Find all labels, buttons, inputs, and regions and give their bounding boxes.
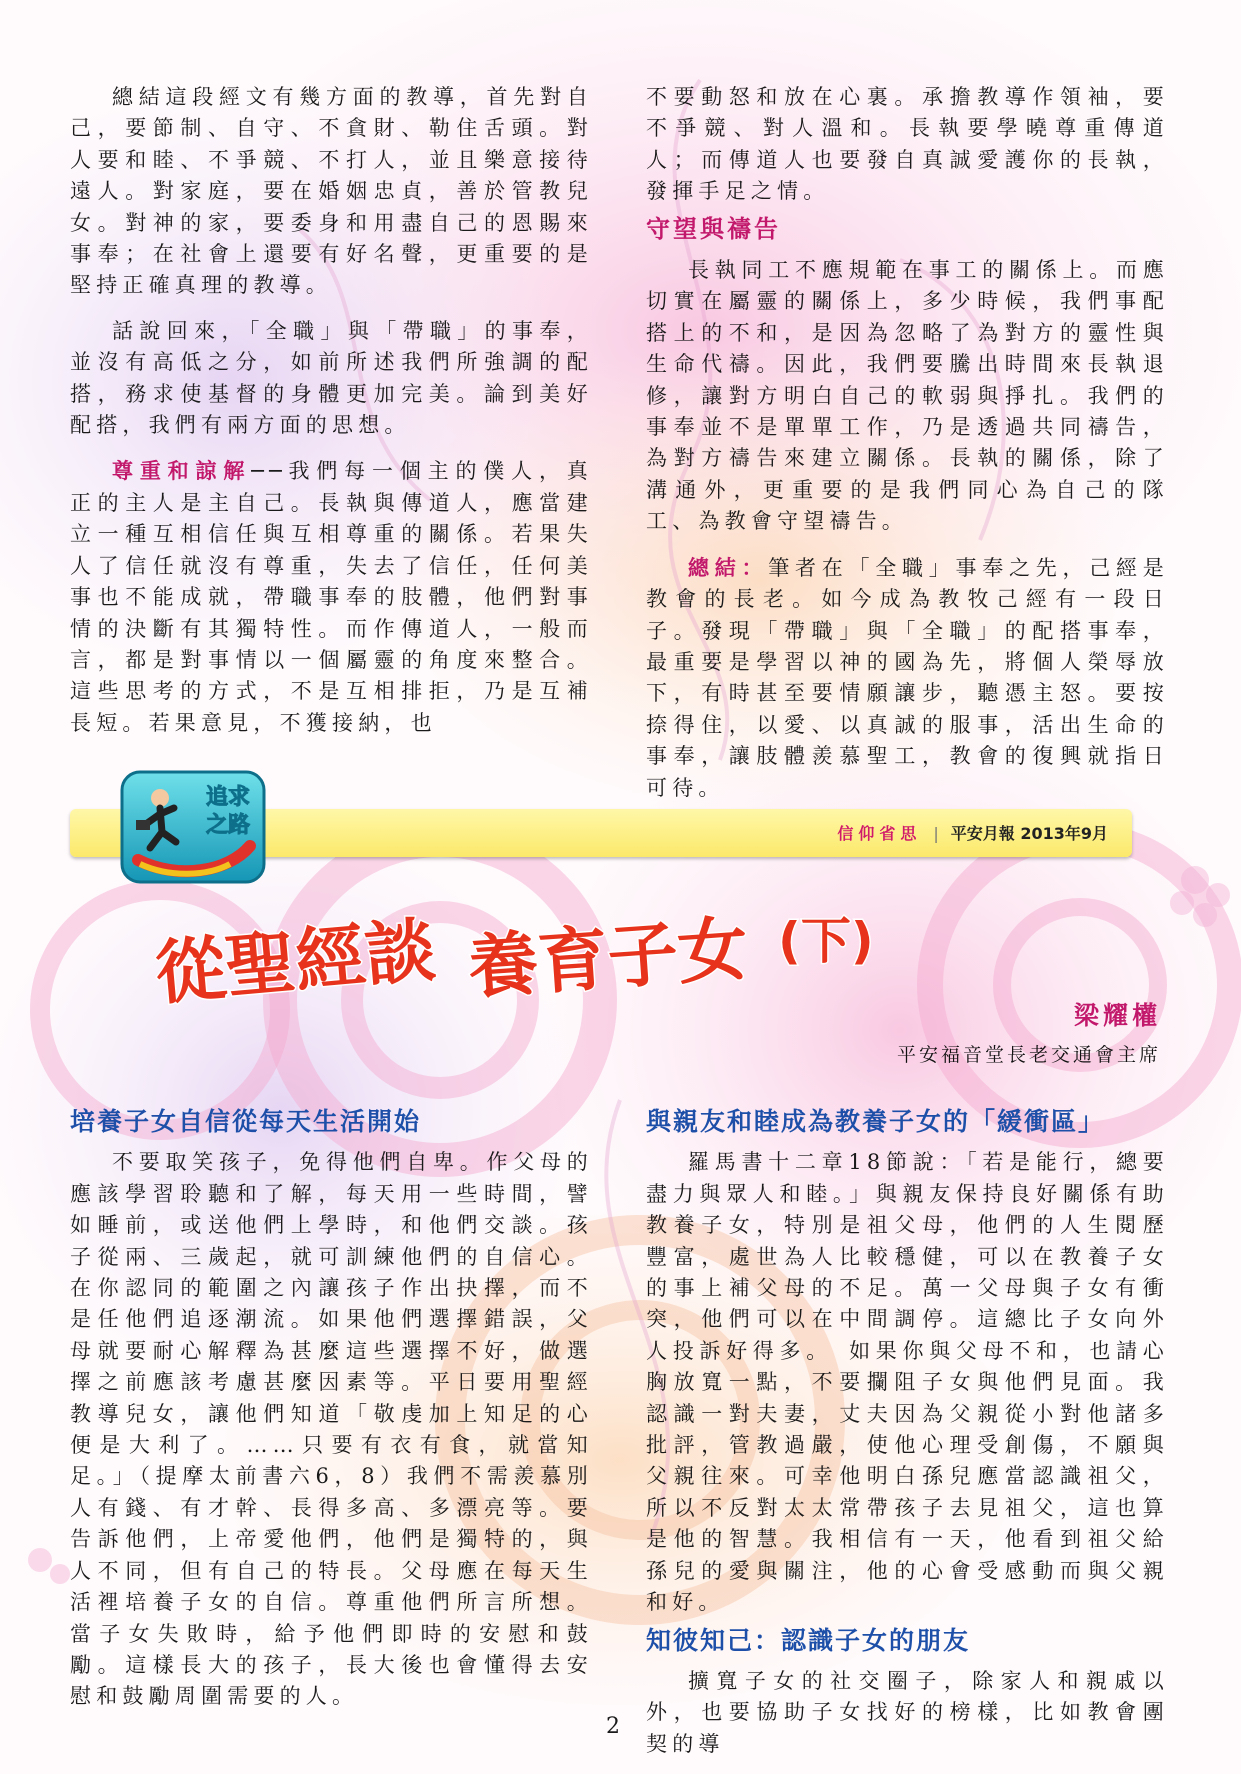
section-heading-confidence: 培養子女自信從每天生活開始 [70,1107,422,1136]
conclusion-heading: 總結： [688,554,769,580]
top-left-column [70,82,593,753]
paragraph-fulltime-parttime: 話說回來，「全職」與「帶職」的事奉，並沒有高低之分，如前所述我們所強調的配搭，務求使基督的身體更加完美。論到美好配搭，我們有兩方面的思想。 [70,318,593,438]
bottom-left-column [70,1100,593,1727]
paragraph-watch-pray: 長執同工不應規範在事工的關係上。而應切實在屬靈的關係上，多少時候，我們事配搭上的不和，是因為忽略了為對方的靈性與生命代禱。因此，我們要騰出時間來長執退修，讓對方明白自己的軟弱與掙扎。我們的事奉並不是單單工作，乃是透過共同禱告，為對方禱告來建立關係。長執的關係，除了溝通外，更重要的是我們同心為自己的隊工、為教會守望禱告。 [646,258,1169,534]
paragraph-conclusion [646,552,1169,804]
banner-publication: 平安月報 2013年9月 [950,824,1108,843]
paragraph-respect [70,455,593,739]
respect-body: ──我們每一個主的僕人，真正的主人是主自己。長執與傳道人，應當建立一種互相信任與互相尊重的關係。若果失人了信任就沒有尊重，失去了信任，任何美事也不能成就，帶職事奉的肢體，他們對事情的決斷有其獨特性。而作傳道人，一般而言，都是對事情以一個屬靈的角度來整合。這些思考的方式，不是互相排拒，乃是互補長短。若果意見，不獲接納，也 [70,459,594,735]
title-part-2: 養育子女 [465,907,751,1009]
logo-text-1: 追求 [205,785,251,810]
conclusion-body: 筆者在「全職」事奉之先，己經是教會的長老。如今成為教牧己經有一段日子。發現「帶職」與「全職」的配搭事奉，最重要是學習以神的國為先，將個人榮辱放下，有時甚至要情願讓步，聽憑主怒。要按捺得住，以愛、以真誠的服事，活出生命的事奉，讓肢體羨慕聖工，教會的復興就指日可待。 [646,555,1169,800]
bottom-right-column [646,1100,1169,1774]
title-part-1: 從聖經談 [152,908,439,1015]
paragraph-summary: 總結這段經文有幾方面的教導，首先對自己，要節制、自守、不貪財、勒住舌頭。對人要和睦、不爭競、不打人，並且樂意接待遠人。對家庭，要在婚姻忠貞，善於管教兒女。對神的家，要委身和用盡自己的恩賜來事奉；在社會上還要有好名聲，更重要的是堅持正確真理的教導。 [70,85,593,298]
page-number: 2 [606,1714,620,1739]
paragraph-continuation: 不要動怒和放在心裏。承擔教導作領袖，要不爭競、對人溫和。長執要學曉尊重傳道人；而傳道人也要發自真誠愛護你的長執，發揮手足之情。 [646,85,1169,204]
pursuit-road-logo [118,768,268,886]
banner-separator: | [933,824,939,843]
top-right-column [646,82,1169,818]
article-title [150,880,910,1020]
logo-text-2: 之路 [205,813,251,838]
section-heading-buffer: 與親友和睦成為教養子女的「緩衝區」 [646,1107,1106,1136]
author-block [897,996,1161,1067]
banner-caption [837,821,1108,844]
banner-category: 信仰省思 [837,824,922,843]
section-heading-friends: 知彼知己：認識子女的朋友 [646,1625,971,1655]
paragraph-friends: 擴寬子女的社交圈子，除家人和親戚以外，也要協助子女找好的榜樣，比如教會團契的導 [646,1668,1169,1756]
paragraph-confidence: 不要取笑孩子，免得他們自卑。作父母的應該學習聆聽和了解，每天用一些時間，譬如睡前，或送他們上學時，和他們交談。孩子從兩、三歲起，就可訓練他們的自信心。在你認同的範圍之內讓孩子作出抉擇，而不是任他們追逐潮流。如果他們選擇錯誤，父母就要耐心解釋為甚麼這些選擇不好，做選擇之前應該考慮甚麼因素等。平日要用聖經教導兒女，讓他們知道「敬虔加上知足的心便是大利了。……只要有衣有食，就當知足。」（提摩太前書六6，8）我們不需羨慕別人有錢、有才幹、長得多高、多漂亮等。要告訴他們，上帝愛他們，他們是獨特的，與人不同，但有自己的特長。父母應在每天生活裡培養子女的自信。尊重他們所言所想。當子女失敗時，給予他們即時的安慰和鼓勵。這樣長大的孩子，長大後也會懂得去安慰和鼓勵周圍需要的人。 [70,1150,593,1709]
section-heading-watch-pray: 守望與禱告 [646,214,781,243]
paragraph-buffer: 羅馬書十二章18節說：「若是能行，總要盡力與眾人和睦。」與親友保持良好關係有助教養子女，特別是祖父母，他們的人生閱歷豐富，處世為人比較穩健，可以在教養子女的事上補父母的不足。萬一父母與子女有衝突，他們可以在中間調停。這總比子女向外人投訴好得多。 如果你與父母不和，也請心胸放寬一點，不要攔阻子女與他們見面。我認識一對夫妻，丈夫因為父親從小對他諸多批評，管教過嚴，使他心理受創傷，不願與父親往來。可幸他明白孫兒應當認識祖父，所以不反對太太常帶孩子去見祖父，這也算是他的智慧。我相信有一天，他看到祖父給孫兒的愛與關注，他的心會受感動而與父親和好。 [646,1150,1169,1615]
author-role: 平安福音堂長老交通會主席 [896,1044,1161,1066]
author-name: 梁耀權 [1073,1001,1161,1030]
respect-heading: 尊重和諒解 [112,458,252,484]
title-suffix: (下) [778,912,874,970]
